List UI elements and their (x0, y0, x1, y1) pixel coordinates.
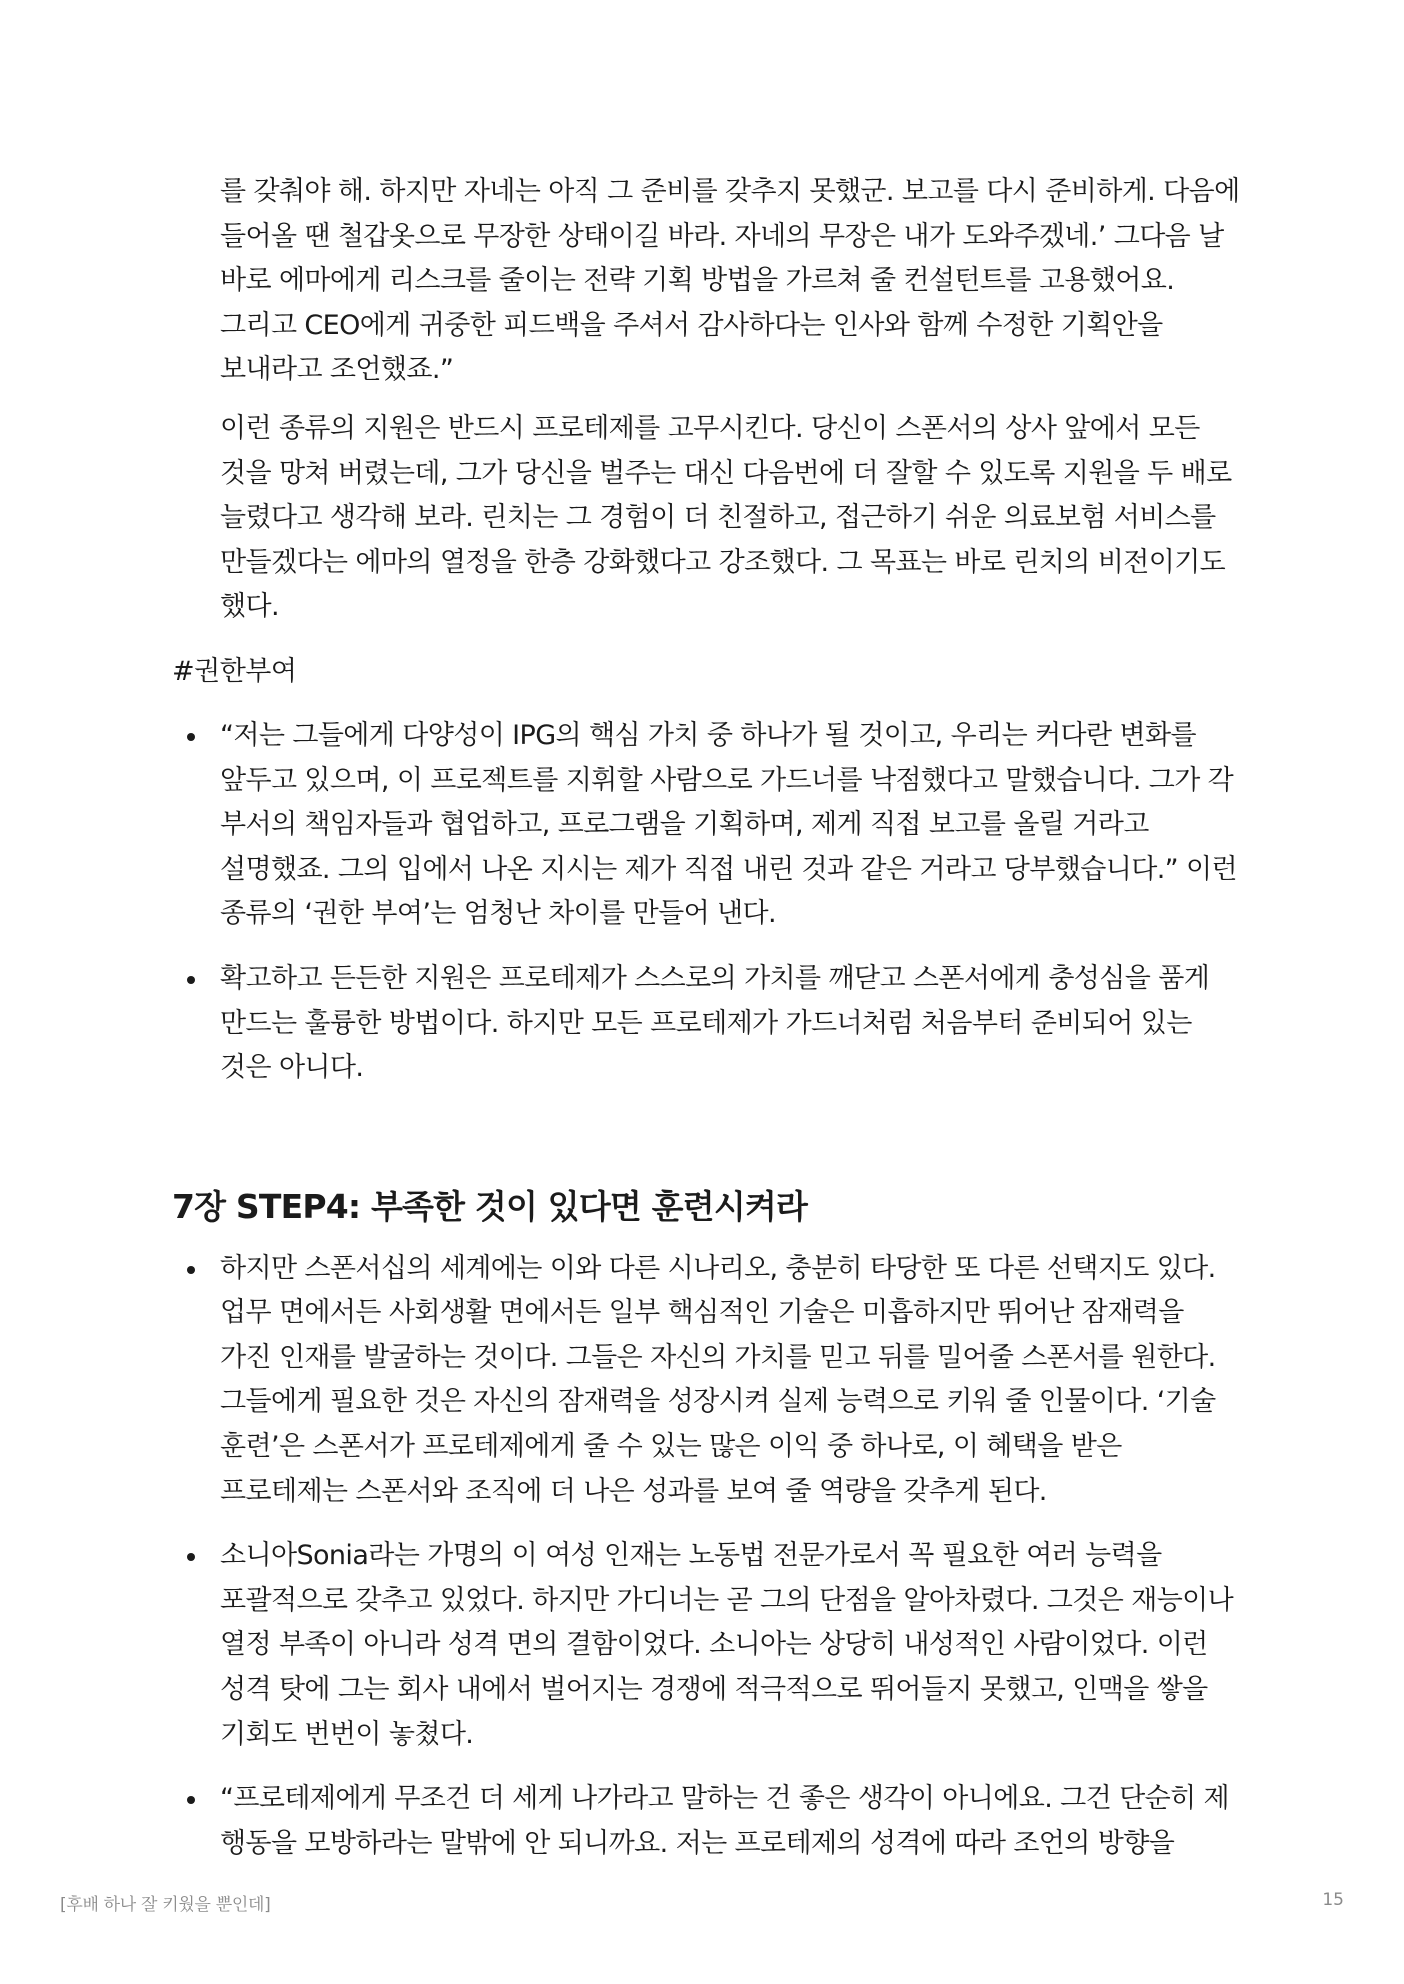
footer-page-number: 15 (1322, 1890, 1344, 1910)
section-hashtag: #권한부여 (172, 655, 297, 687)
list-item-text: 확고하고 든든한 지원은 프로테제가 스스로의 가치를 깨닫고 스폰서에게 충성심을 품게 만드는 훌륭한 방법이다. 하지만 모든 프로테제가 가드너처럼 처음부터 준비되어 있는 것은 아니다. (220, 962, 1210, 1084)
bullet-list-empowerment (172, 714, 1242, 1091)
list-item (172, 1247, 1242, 1515)
bullet-dot-icon (187, 1796, 195, 1804)
bullet-list-training (172, 1247, 1242, 1867)
list-item-text: “저는 그들에게 다양성이 IPG의 핵심 가치 중 하나가 될 것이고, 우리는 커다란 변화를 앞두고 있으며, 이 프로젝트를 지휘할 사람으로 가드너를 낙점했다고 말했습니다. 그가 각 부서의 책임자들과 협업하고, 프로그램을 기획하며, 제게 직접 보고를 올릴 거라고 설명했죠. 그의 입에서 나온 지시는 제가 직접 내린 것과 같은 거라고 당부했습니다.” 이런 종류의 ‘권한 부여’는 엄청난 차이를 만들어 낸다. (220, 719, 1238, 930)
bullet-dot-icon (187, 1266, 195, 1274)
bullet-dot-icon (187, 976, 195, 984)
chapter-heading: 7장 STEP4: 부족한 것이 있다면 훈련시켜라 (172, 1186, 808, 1226)
list-item (172, 714, 1242, 937)
list-item-text: 하지만 스폰서십의 세계에는 이와 다른 시나리오, 충분히 타당한 또 다른 선택지도 있다. 업무 면에서든 사회생활 면에서든 일부 핵심적인 기술은 미흡하지만 뛰어난 잠재력을 가진 인재를 발굴하는 것이다. 그들은 자신의 가치를 믿고 뒤를 밀어줄 스폰서를 원한다. 그들에게 필요한 것은 자신의 잠재력을 성장시켜 실제 능력으로 키워 줄 인물이다. ‘기술 훈련’은 스폰서가 프로테제에게 줄 수 있는 많은 이익 중 하나로, 이 혜택을 받은 프로테제는 스폰서와 조직에 더 나은 성과를 보여 줄 역량을 갖추게 된다. (220, 1252, 1216, 1507)
list-item (172, 1534, 1242, 1757)
page-body (172, 170, 1242, 1886)
bullet-dot-icon (187, 1553, 195, 1561)
list-item (172, 957, 1242, 1091)
list-item (172, 1777, 1242, 1866)
list-item-text: “프로테제에게 무조건 더 세게 나가라고 말하는 건 좋은 생각이 아니에요. 그건 단순히 제 행동을 모방하라는 말밖에 안 되니까요. 저는 프로테제의 성격에 따라 조언의 방향을 (220, 1783, 1230, 1859)
footer-book-title: [후배 하나 잘 키웠을 뿐인데] (60, 1895, 271, 1915)
support-paragraph: 이런 종류의 지원은 반드시 프로테제를 고무시킨다. 당신이 스폰서의 상사 앞에서 모든 것을 망쳐 버렸는데, 그가 당신을 벌주는 대신 다음번에 더 잘할 수 있도록 지원을 두 배로 늘렸다고 생각해 보라. 린치는 그 경험이 더 친절하고, 접근하기 쉬운 의료보험 서비스를 만들겠다는 에마의 열정을 한층 강화했다고 강조했다. 그 목표는 바로 린치의 비전이기도 했다. (220, 412, 1232, 623)
bullet-dot-icon (187, 733, 195, 741)
continued-paragraph: 를 갖춰야 해. 하지만 자네는 아직 그 준비를 갖추지 못했군. 보고를 다시 준비하게. 다음에 들어올 땐 철갑옷으로 무장한 상태이길 바라. 자네의 무장은 내가 도와주겠네.’ 그다음 날 바로 에마에게 리스크를 줄이는 전략 기획 방법을 가르쳐 줄 컨설턴트를 고용했어요. 그리고 CEO에게 귀중한 피드백을 주셔서 감사하다는 인사와 함께 수정한 기획안을 보내라고 조언했죠.” (220, 176, 1240, 386)
list-item-text: 소니아Sonia라는 가명의 이 여성 인재는 노동법 전문가로서 꼭 필요한 여러 능력을 포괄적으로 갖추고 있었다. 하지만 가디너는 곧 그의 단점을 알아차렸다. 그것은 재능이나 열정 부족이 아니라 성격 면의 결함이었다. 소니아는 상당히 내성적인 사람이었다. 이런 성격 탓에 그는 회사 내에서 벌어지는 경쟁에 적극적으로 뛰어들지 못했고, 인맥을 쌓을 기회도 번번이 놓쳤다. (220, 1540, 1234, 1750)
